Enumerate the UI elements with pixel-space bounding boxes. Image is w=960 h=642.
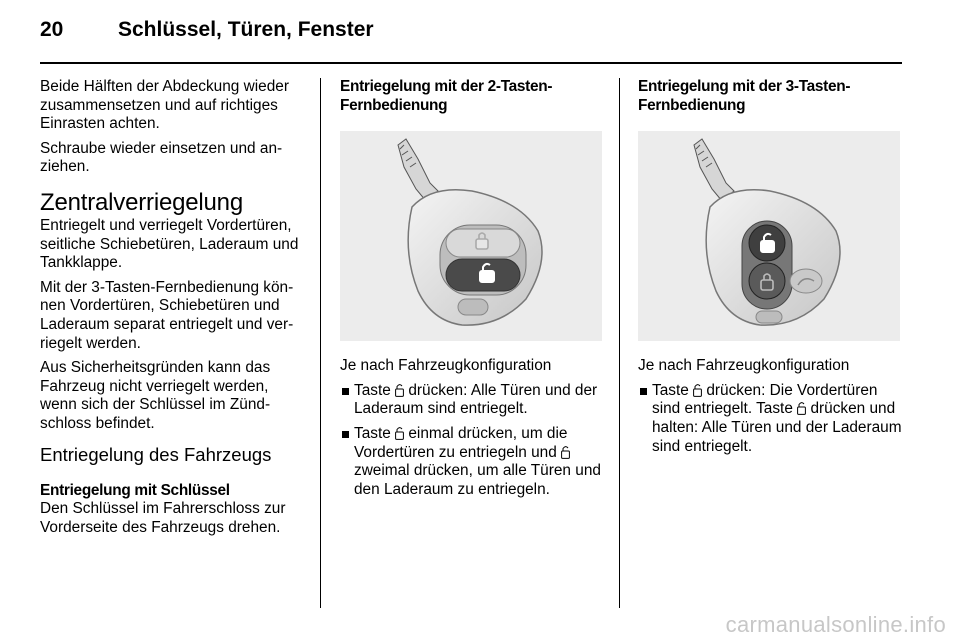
column-divider-1 bbox=[320, 78, 321, 608]
bullet-item bbox=[340, 425, 610, 499]
paragraph-three-button: Mit der 3-Tasten-Fernbedienung können Vordertüren, Schiebetüren und Laderaum separat entriegelt und verriegelt werden. bbox=[40, 278, 294, 352]
unlock-padlock-icon bbox=[561, 445, 570, 459]
paragraph-config-3: Je nach Fahrzeugkonfiguration bbox=[638, 357, 850, 375]
bullet-text: drücken und halten: Alle Türen und der Laderaum sind entriegelt. bbox=[652, 400, 902, 455]
heading-two-button-remote: Entriegelung mit der 2-Tasten-Fernbedienung bbox=[340, 78, 553, 114]
paragraph-screw: Schraube wieder einsetzen und anziehen. bbox=[40, 139, 283, 176]
bullet-square-icon bbox=[342, 388, 349, 395]
bullet-square-icon bbox=[640, 388, 647, 395]
column-divider-2 bbox=[619, 78, 620, 608]
paragraph-cover: Beide Hälften der Abdeckung wieder zusammensetzen und auf richtiges Einrasten achten. bbox=[40, 78, 289, 133]
two-button-remote-illustration bbox=[340, 131, 602, 341]
bullet-square-icon bbox=[342, 431, 349, 438]
bullet-text: drücken: Die Vordertüren sind entriegelt. Taste bbox=[652, 381, 878, 418]
paragraph-key-turn: Den Schlüssel im Fahrerschloss zur Vorderseite des Fahrzeugs drehen. bbox=[40, 500, 286, 536]
bullet-text: Taste bbox=[652, 381, 689, 399]
subheading-unlock-vehicle: Entriegelung des Fahrzeugs bbox=[40, 443, 272, 465]
paragraph-safety: Aus Sicherheitsgründen kann das Fahrzeug nicht verriegelt werden, wenn sich der Schlüssel im Zündschloss befindet. bbox=[40, 359, 271, 432]
two-button-remote-icon bbox=[340, 131, 602, 341]
subsubheading-unlock-key: Entriegelung mit Schlüssel bbox=[40, 481, 230, 499]
unlock-padlock-icon bbox=[693, 383, 702, 397]
page-header bbox=[40, 18, 902, 62]
paragraph-central-desc: Entriegelt und verriegelt Vordertüren, seitliche Schiebetüren, Laderaum und Tankklappe. bbox=[40, 216, 299, 272]
column-3 bbox=[638, 78, 908, 462]
paragraph-config-2: Je nach Fahrzeugkonfiguration bbox=[340, 357, 552, 375]
column-1 bbox=[40, 78, 308, 543]
unlock-padlock-icon bbox=[395, 426, 404, 440]
bullet-text: einmal drücken, um die Vordertüren zu entriegeln und bbox=[354, 424, 568, 461]
bullet-list-3 bbox=[638, 382, 908, 456]
unlock-padlock-icon bbox=[797, 401, 806, 415]
page-title: Schlüssel, Türen, Fenster bbox=[118, 18, 374, 41]
bullet-list-2 bbox=[340, 382, 610, 500]
section-heading-central-locking: Zentralverriegelung bbox=[40, 188, 243, 216]
bullet-item bbox=[638, 382, 908, 456]
unlock-padlock-icon bbox=[395, 383, 404, 397]
header-rule bbox=[40, 62, 902, 64]
column-2 bbox=[340, 78, 610, 505]
page-number: 20 bbox=[40, 18, 64, 41]
bullet-text: Taste bbox=[354, 381, 391, 399]
three-button-remote-icon bbox=[638, 131, 900, 341]
heading-three-button-remote: Entriegelung mit der 3-Tasten-Fernbedienung bbox=[638, 78, 851, 114]
three-button-remote-illustration bbox=[638, 131, 900, 341]
watermark: carmanualsonline.info bbox=[725, 612, 946, 637]
bullet-text: zweimal drücken, um alle Türen und den Laderaum zu entriegeln. bbox=[354, 462, 601, 498]
bullet-text: drücken: Alle Türen und der Laderaum sind entriegelt. bbox=[354, 381, 598, 418]
bullet-text: Taste bbox=[354, 424, 391, 442]
bullet-item bbox=[340, 382, 610, 419]
